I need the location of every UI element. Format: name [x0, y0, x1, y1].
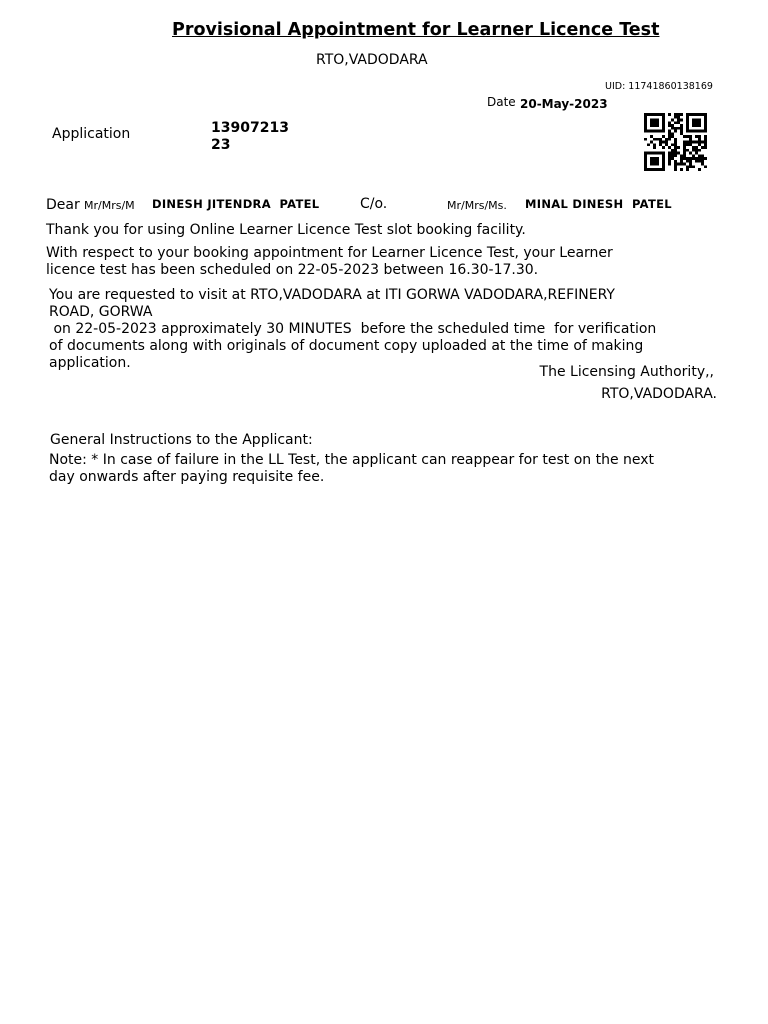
qr-module	[662, 152, 665, 155]
qr-module	[668, 121, 671, 124]
qr-module	[695, 157, 698, 160]
qr-module	[698, 135, 701, 138]
qr-module	[674, 127, 677, 130]
date-label: Date	[487, 95, 516, 109]
qr-module	[695, 124, 698, 127]
qr-module	[662, 116, 665, 119]
qr-module	[662, 163, 665, 166]
qr-module	[677, 121, 680, 124]
qr-module	[680, 130, 683, 133]
qr-module	[683, 154, 686, 157]
guardian-name: MINAL DINESH PATEL	[525, 197, 672, 211]
qr-module	[674, 130, 677, 133]
qr-module	[671, 154, 674, 157]
qr-module	[671, 124, 674, 127]
qr-module	[668, 138, 671, 141]
qr-module	[689, 135, 692, 138]
qr-module	[686, 135, 689, 138]
qr-module	[680, 154, 683, 157]
qr-module	[695, 119, 698, 122]
qr-module	[653, 163, 656, 166]
qr-module	[701, 163, 704, 166]
qr-module	[674, 113, 677, 116]
qr-module	[695, 146, 698, 149]
qr-module	[662, 168, 665, 171]
qr-module	[656, 168, 659, 171]
qr-module	[650, 121, 653, 124]
qr-module	[698, 160, 701, 163]
qr-module	[653, 124, 656, 127]
qr-module	[686, 130, 689, 133]
schedule-paragraph: With respect to your booking appointment for Learner Licence Test, your Learner licence test has been scheduled on 22-05-2023 between 16.30-17.30.	[46, 245, 613, 278]
qr-module	[677, 152, 680, 155]
qr-module	[659, 113, 662, 116]
qr-module	[668, 146, 671, 149]
qr-module	[701, 154, 704, 157]
qr-module	[677, 127, 680, 130]
qr-module	[650, 119, 653, 122]
qr-module	[680, 124, 683, 127]
qr-module	[656, 157, 659, 160]
qr-module	[668, 132, 671, 135]
qr-module	[668, 113, 671, 116]
qr-module	[650, 124, 653, 127]
qr-module	[671, 157, 674, 160]
qr-module	[650, 163, 653, 166]
qr-module	[656, 160, 659, 163]
qr-module	[689, 165, 692, 168]
qr-module	[656, 121, 659, 124]
qr-module	[686, 143, 689, 146]
qr-module	[683, 149, 686, 152]
qr-module	[686, 127, 689, 130]
qr-module	[653, 130, 656, 133]
qr-module	[644, 113, 647, 116]
qr-module	[704, 124, 707, 127]
qr-module	[692, 149, 695, 152]
qr-module	[656, 130, 659, 133]
qr-module	[704, 157, 707, 160]
care-of-label: C/o.	[360, 196, 388, 212]
qr-module	[671, 119, 674, 122]
qr-module	[674, 154, 677, 157]
qr-module	[650, 152, 653, 155]
qr-module	[698, 141, 701, 144]
qr-module	[704, 165, 707, 168]
qr-module	[647, 113, 650, 116]
application-number: 13907213 23	[211, 120, 289, 153]
qr-module	[653, 146, 656, 149]
qr-module	[662, 157, 665, 160]
thanks-paragraph: Thank you for using Online Learner Licence Test slot booking facility.	[46, 222, 526, 238]
qr-module	[644, 130, 647, 133]
qr-module	[656, 113, 659, 116]
qr-module	[662, 127, 665, 130]
qr-module	[692, 113, 695, 116]
qr-module	[695, 113, 698, 116]
qr-module	[674, 143, 677, 146]
qr-module	[698, 168, 701, 171]
qr-module	[683, 135, 686, 138]
qr-module	[644, 124, 647, 127]
qr-module	[674, 141, 677, 144]
qr-module	[668, 160, 671, 163]
qr-module	[692, 141, 695, 144]
qr-module	[689, 163, 692, 166]
qr-module	[695, 152, 698, 155]
qr-module	[686, 157, 689, 160]
qr-module	[662, 165, 665, 168]
qr-module	[695, 135, 698, 138]
qr-module	[686, 121, 689, 124]
qr-module	[665, 143, 668, 146]
date-value: 20-May-2023	[520, 97, 608, 111]
qr-module	[686, 113, 689, 116]
qr-module	[665, 141, 668, 144]
qr-module	[674, 163, 677, 166]
qr-module	[644, 168, 647, 171]
qr-module	[674, 121, 677, 124]
qr-module	[704, 138, 707, 141]
qr-module	[680, 168, 683, 171]
qr-module	[704, 119, 707, 122]
qr-module	[644, 127, 647, 130]
qr-module	[683, 141, 686, 144]
qr-module	[698, 124, 701, 127]
qr-module	[701, 160, 704, 163]
instructions-heading: General Instructions to the Applicant:	[50, 432, 313, 448]
qr-module	[686, 165, 689, 168]
qr-module	[644, 138, 647, 141]
qr-module	[662, 141, 665, 144]
qr-module	[695, 160, 698, 163]
qr-module	[698, 157, 701, 160]
qr-module	[650, 141, 653, 144]
qr-module	[704, 127, 707, 130]
qr-module	[683, 143, 686, 146]
qr-module	[662, 135, 665, 138]
qr-module	[653, 157, 656, 160]
qr-module	[686, 119, 689, 122]
qr-module	[689, 152, 692, 155]
qr-module	[674, 168, 677, 171]
qr-module	[692, 157, 695, 160]
qr-module	[653, 113, 656, 116]
qr-module	[704, 135, 707, 138]
qr-module	[671, 132, 674, 135]
qr-module	[701, 157, 704, 160]
qr-module	[692, 154, 695, 157]
qr-module	[644, 116, 647, 119]
qr-module	[671, 143, 674, 146]
qr-module	[692, 165, 695, 168]
qr-module	[704, 130, 707, 133]
qr-module	[674, 152, 677, 155]
qr-module	[698, 113, 701, 116]
qr-module	[683, 157, 686, 160]
qr-module	[686, 149, 689, 152]
qr-module	[644, 119, 647, 122]
applicant-title: Mr/Mrs/M	[84, 199, 135, 212]
qr-module	[668, 152, 671, 155]
qr-module	[704, 116, 707, 119]
qr-module	[683, 152, 686, 155]
qr-module	[701, 146, 704, 149]
qr-module	[644, 157, 647, 160]
qr-module	[680, 157, 683, 160]
qr-module	[692, 121, 695, 124]
qr-module	[644, 160, 647, 163]
qr-module	[647, 152, 650, 155]
qr-module	[674, 149, 677, 152]
authority-office: RTO,VADODARA.	[601, 386, 717, 402]
qr-module	[671, 152, 674, 155]
qr-module	[653, 168, 656, 171]
qr-module	[692, 130, 695, 133]
qr-module	[659, 130, 662, 133]
instructions-note: Note: * In case of failure in the LL Test, the applicant can reappear for test on the next day onwards after paying requisite fee.	[49, 452, 655, 485]
qr-module	[650, 130, 653, 133]
qr-module	[689, 160, 692, 163]
qr-module	[698, 121, 701, 124]
qr-module	[704, 146, 707, 149]
qr-module	[647, 168, 650, 171]
qr-module	[683, 163, 686, 166]
qr-module	[668, 135, 671, 138]
qr-module	[662, 121, 665, 124]
qr-module	[659, 138, 662, 141]
qr-module	[698, 149, 701, 152]
qr-module	[701, 113, 704, 116]
qr-module	[680, 160, 683, 163]
qr-module	[653, 121, 656, 124]
qr-module	[695, 149, 698, 152]
qr-module	[656, 119, 659, 122]
qr-module	[653, 160, 656, 163]
qr-module	[689, 143, 692, 146]
office-name: RTO,VADODARA	[316, 52, 428, 68]
qr-module	[671, 135, 674, 138]
qr-module	[692, 119, 695, 122]
qr-module	[674, 146, 677, 149]
qr-module	[674, 160, 677, 163]
qr-module	[644, 154, 647, 157]
qr-module	[662, 124, 665, 127]
qr-module	[659, 152, 662, 155]
qr-module	[656, 124, 659, 127]
qr-module	[668, 130, 671, 133]
qr-module	[689, 141, 692, 144]
qr-module	[668, 157, 671, 160]
qr-module	[686, 141, 689, 144]
qr-module	[674, 165, 677, 168]
qr-module	[695, 141, 698, 144]
qr-module	[686, 116, 689, 119]
qr-module	[653, 119, 656, 122]
guardian-title: Mr/Mrs/Ms.	[447, 199, 507, 212]
qr-module	[692, 146, 695, 149]
qr-module	[650, 157, 653, 160]
qr-module	[680, 119, 683, 122]
qr-module	[677, 113, 680, 116]
qr-module	[686, 124, 689, 127]
qr-module	[701, 130, 704, 133]
salutation-dear: Dear	[46, 197, 80, 213]
qr-module	[656, 152, 659, 155]
qr-module	[677, 146, 680, 149]
qr-module	[680, 132, 683, 135]
qr-module	[680, 127, 683, 130]
qr-module	[704, 121, 707, 124]
qr-module	[653, 152, 656, 155]
qr-module	[686, 160, 689, 163]
qr-module	[671, 127, 674, 130]
qr-module	[650, 168, 653, 171]
qr-module	[689, 138, 692, 141]
qr-module	[650, 113, 653, 116]
qr-module	[644, 152, 647, 155]
applicant-name: DINESH JITENDRA PATEL	[152, 197, 320, 211]
qr-module	[662, 119, 665, 122]
qr-module	[677, 116, 680, 119]
visit-paragraph: You are requested to visit at RTO,VADODARA at ITI GORWA VADODARA,REFINERY ROAD, GORWA on 22-05-2023 approximately 30 MINUTES before the scheduled time for verification of documents along with originals of document copy uploaded at the time of making application.	[49, 287, 657, 371]
qr-module	[668, 163, 671, 166]
qr-module	[686, 168, 689, 171]
qr-module	[677, 163, 680, 166]
qr-module	[644, 165, 647, 168]
qr-module	[668, 124, 671, 127]
qr-module	[647, 143, 650, 146]
qr-module	[662, 160, 665, 163]
qr-module	[674, 116, 677, 119]
qr-module	[689, 157, 692, 160]
qr-module	[662, 154, 665, 157]
qr-module	[704, 113, 707, 116]
qr-module	[668, 154, 671, 157]
qr-module	[653, 143, 656, 146]
authority-line: The Licensing Authority,,	[539, 364, 714, 380]
qr-module	[683, 146, 686, 149]
qr-module	[650, 160, 653, 163]
qr-module	[698, 130, 701, 133]
application-label: Application	[52, 126, 131, 142]
qr-module	[695, 130, 698, 133]
qr-module	[674, 138, 677, 141]
qr-module	[650, 135, 653, 138]
qr-module	[680, 113, 683, 116]
qr-module	[680, 163, 683, 166]
qr-module	[653, 138, 656, 141]
qr-module	[698, 138, 701, 141]
qr-module	[659, 168, 662, 171]
qr-module	[662, 130, 665, 133]
qr-module	[704, 141, 707, 144]
qr-module	[659, 141, 662, 144]
qr-module	[698, 154, 701, 157]
qr-module	[698, 143, 701, 146]
uid-text: UID: 11741860138169	[605, 81, 713, 92]
qr-module	[647, 130, 650, 133]
qr-code	[644, 113, 707, 171]
qr-module	[662, 113, 665, 116]
qr-module	[665, 138, 668, 141]
qr-module	[644, 121, 647, 124]
qr-module	[662, 146, 665, 149]
qr-module	[656, 138, 659, 141]
qr-module	[692, 124, 695, 127]
qr-module	[701, 141, 704, 144]
qr-module	[698, 119, 701, 122]
document-title: Provisional Appointment for Learner Licence Test	[172, 20, 660, 40]
qr-module	[689, 130, 692, 133]
qr-module	[689, 113, 692, 116]
qr-module	[656, 163, 659, 166]
qr-module	[695, 121, 698, 124]
qr-module	[704, 143, 707, 146]
qr-module	[677, 119, 680, 122]
qr-module	[671, 149, 674, 152]
qr-module	[644, 163, 647, 166]
qr-module	[659, 143, 662, 146]
